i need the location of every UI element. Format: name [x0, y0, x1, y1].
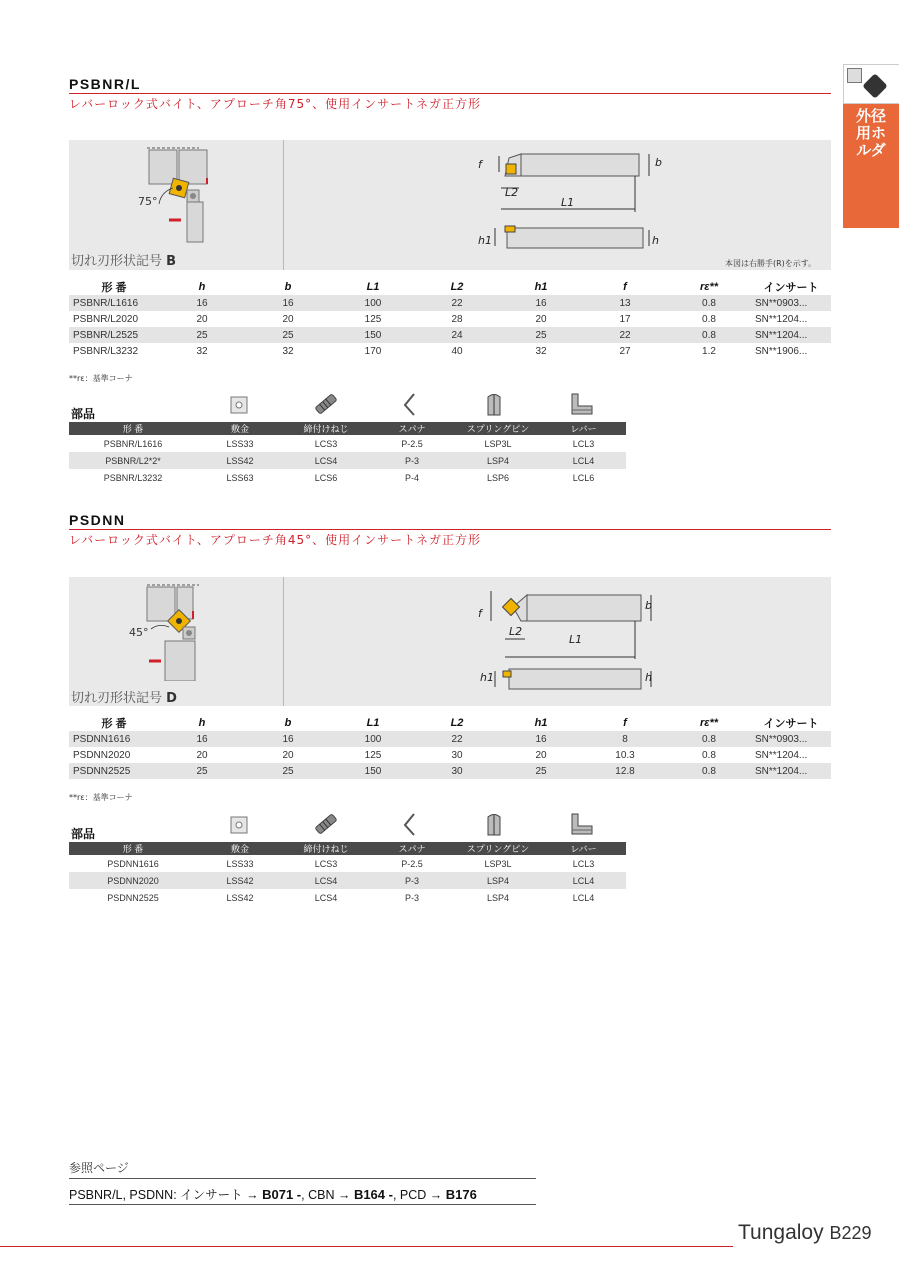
edge-shape-label [71, 687, 177, 706]
spec-cell: PSBNR/L1616 [69, 295, 159, 311]
spec-cell: 30 [451, 749, 463, 761]
col-L1: L1 [366, 281, 380, 293]
parts-row [69, 889, 626, 906]
spec-cell: 25 [159, 763, 245, 779]
spec-cell: SN**0903... [751, 295, 831, 311]
parts-col-screw: 締付けねじ [283, 842, 369, 855]
col-b: b [284, 281, 292, 293]
spec-row [69, 295, 831, 311]
spec-cell: 25 [499, 327, 583, 343]
edge-shape-code: B [166, 254, 177, 269]
spec-cell: 20 [535, 749, 547, 761]
parts-cell: LCS3 [314, 858, 338, 869]
brand-name: Tungaloy [738, 1221, 824, 1244]
parts-col-screw: 締付けねじ [283, 422, 369, 435]
dim-L1-label: L1 [561, 196, 575, 209]
dim-h1-label: h1 [478, 234, 492, 247]
parts-col-model: 形 番 [69, 422, 197, 435]
spec-cell: PSBNR/L2020 [73, 313, 139, 325]
parts-col-model: 形 番 [69, 842, 197, 855]
col-L2: L2 [450, 281, 464, 293]
col-h1: h1 [534, 717, 548, 729]
parts-cell: LSS42 [197, 872, 283, 889]
spec-cell: SN**1204... [751, 327, 831, 343]
dim-f-label: f [478, 607, 482, 620]
parts-cell: LCL3 [572, 858, 595, 869]
holder-thumbnail-icon [843, 64, 899, 104]
spec-cell: 125 [364, 313, 382, 325]
reference-pcd-prefix: , PCD → [392, 1188, 443, 1202]
spec-cell: 20 [282, 313, 294, 325]
spec-row [69, 343, 831, 359]
spec-row [69, 311, 831, 327]
col-f: f [623, 281, 627, 293]
spec-cell: 32 [535, 345, 547, 357]
parts-cell: LSS33 [226, 858, 254, 869]
parts-col-shim: 敷金 [197, 422, 283, 435]
parts-cell: LSS42 [226, 892, 254, 903]
section-1-spec-table [69, 279, 831, 359]
parts-row [69, 855, 626, 872]
spec-cell: 12.8 [583, 763, 667, 779]
parts-cell: P-2.5 [401, 438, 423, 449]
parts-cell: PSDNN2525 [107, 892, 159, 903]
section-1-diagram [69, 140, 831, 270]
reference-title: 参照ページ [69, 1161, 129, 1175]
clamp-screw-icon [313, 392, 339, 416]
approach-angle-label: 75° [138, 195, 158, 208]
col-b: b [284, 717, 292, 729]
section-2-diagram [69, 577, 831, 706]
parts-col-wrench: スパナ [369, 842, 455, 855]
reference-rule-bottom [69, 1204, 536, 1205]
spec-cell: 24 [415, 327, 499, 343]
section-2-parts-table [69, 842, 626, 906]
col-re: rε** [699, 281, 719, 293]
spec-cell: 32 [196, 345, 208, 357]
spec-cell: PSBNR/L3232 [73, 345, 139, 357]
parts-cell: LCS3 [314, 438, 338, 449]
col-insert: インサート [763, 718, 819, 730]
spec-cell: SN**1204... [751, 763, 831, 779]
footer-brand [738, 1221, 872, 1245]
parts-cell: LCS6 [314, 472, 338, 483]
col-L2: L2 [450, 717, 464, 729]
spec-cell: 16 [245, 295, 331, 311]
side-tab-label: 外径用ホルダ [855, 107, 886, 159]
parts-header-row [69, 422, 626, 435]
spec-cell: 22 [415, 295, 499, 311]
parts-cell: PSBNR/L2*2* [69, 452, 197, 469]
col-insert: インサート [763, 282, 819, 294]
col-L1: L1 [366, 717, 380, 729]
parts-cell: LCL4 [572, 892, 595, 903]
spec-cell: 20 [196, 749, 208, 761]
spec-cell: 16 [245, 731, 331, 747]
col-re: rε** [699, 717, 719, 729]
parts-cell: PSBNR/L3232 [103, 472, 163, 483]
parts-cell: P-2.5 [401, 858, 423, 869]
spec-cell: 0.8 [667, 295, 751, 311]
dim-h-label: h [652, 234, 659, 247]
spec-cell: 16 [159, 731, 245, 747]
parts-cell: PSBNR/L1616 [103, 438, 163, 449]
spec-cell: 0.8 [702, 749, 716, 761]
edge-shape-prefix: 切れ刃形状記号 [71, 254, 163, 269]
spec-cell: 27 [619, 345, 631, 357]
spec-row [69, 747, 831, 763]
dim-b-label: b [655, 156, 662, 169]
parts-cell: LSP3L [484, 858, 512, 869]
spec-cell: 20 [196, 313, 208, 325]
reference-insert-prefix: PSBNR/L, PSDNN: インサート → [69, 1188, 259, 1202]
parts-cell: LCL6 [572, 472, 595, 483]
section-2-subtitle: レバーロック式バイト、アプローチ角45°、使用インサートネガ正方形 [69, 533, 481, 547]
spec-cell: 16 [159, 295, 245, 311]
reference-link-b071[interactable]: B071 - [262, 1187, 302, 1202]
section-2-parts-label: 部品 [71, 827, 96, 841]
spec-cell: 0.8 [702, 313, 716, 325]
parts-row [69, 872, 626, 889]
parts-cell: LSS63 [226, 472, 254, 483]
spec-cell: 40 [451, 345, 463, 357]
edge-shape-code: D [166, 691, 177, 706]
dim-L2-label: L2 [505, 186, 519, 199]
dim-L1-label: L1 [569, 633, 583, 646]
spec-cell: 0.8 [667, 327, 751, 343]
wrench-icon [402, 392, 418, 418]
spec-cell: 0.8 [667, 731, 751, 747]
spec-cell: 16 [499, 731, 583, 747]
spec-cell: 25 [159, 327, 245, 343]
dim-h1-label: h1 [480, 671, 494, 684]
col-model: 形 番 [101, 718, 127, 730]
spec-cell: 150 [331, 327, 415, 343]
parts-row [69, 469, 626, 486]
parts-row [69, 435, 626, 452]
spec-cell: SN**1204... [755, 313, 808, 325]
parts-cell: P-3 [404, 892, 419, 903]
approach-angle-label: 45° [129, 626, 149, 639]
spec-cell: 25 [245, 763, 331, 779]
spec-cell: SN**1906... [755, 345, 808, 357]
parts-cell: P-4 [404, 472, 419, 483]
parts-cell: PSDNN2020 [69, 872, 197, 889]
section-1-subtitle: レバーロック式バイト、アプローチ角75°、使用インサートネガ正方形 [69, 97, 481, 111]
parts-cell: P-3 [369, 872, 455, 889]
spec-row [69, 731, 831, 747]
lever-icon [568, 392, 596, 416]
spec-cell: 16 [499, 295, 583, 311]
spec-cell: 20 [535, 313, 547, 325]
spec-cell: 0.8 [667, 763, 751, 779]
reference-link-b164[interactable]: B164 - [353, 1187, 393, 1202]
parts-cell: LCL3 [572, 438, 595, 449]
parts-cell: LSP4 [455, 872, 541, 889]
section-1-title: PSBNR/L [69, 76, 141, 92]
spec-cell: 22 [583, 327, 667, 343]
parts-col-wrench: スパナ [369, 422, 455, 435]
cutting-edge-75-drawing [129, 144, 279, 244]
spec-header-row [69, 715, 831, 731]
spring-pin-icon [484, 391, 504, 417]
parts-cell: LSP6 [486, 472, 510, 483]
reference-line [69, 1185, 477, 1203]
lever-icon [568, 812, 596, 836]
spec-cell: PSDNN2020 [73, 749, 131, 761]
col-model: 形 番 [101, 282, 127, 294]
parts-cell: LSP3L [484, 438, 512, 449]
spec-cell: 13 [583, 295, 667, 311]
spec-cell: 25 [499, 763, 583, 779]
dim-L2-label: L2 [509, 625, 523, 638]
parts-cell: LCS4 [283, 872, 369, 889]
parts-cell: LCL4 [541, 872, 626, 889]
spec-cell: 150 [331, 763, 415, 779]
clamp-screw-icon [313, 812, 339, 836]
reference-cbn-prefix: , CBN → [301, 1188, 351, 1202]
section-1-footnote: **rε：基準コーナ [69, 374, 133, 383]
col-h: h [198, 717, 206, 729]
spring-pin-icon [484, 811, 504, 837]
parts-header-row [69, 842, 626, 855]
spec-cell: PSDNN1616 [69, 731, 159, 747]
parts-cell: P-3 [369, 452, 455, 469]
edge-shape-prefix: 切れ刃形状記号 [71, 691, 163, 706]
parts-col-spring-pin: スプリングピン [455, 842, 541, 855]
parts-col-lever: レバー [541, 842, 626, 855]
section-2-title: PSDNN [69, 512, 126, 528]
spec-cell: 8 [583, 731, 667, 747]
col-h: h [198, 281, 206, 293]
section-2-spec-table [69, 715, 831, 779]
shim-icon [230, 396, 248, 414]
parts-col-shim: 敷金 [197, 842, 283, 855]
spec-cell: SN**1204... [755, 749, 808, 761]
right-hand-note: 本図は右勝手(R)を示す。 [725, 259, 817, 268]
spec-cell: SN**0903... [751, 731, 831, 747]
wrench-icon [402, 812, 418, 838]
dim-h-label: h [645, 671, 652, 684]
spec-cell: 20 [282, 749, 294, 761]
spec-cell: 100 [331, 295, 415, 311]
dim-f-label: f [478, 158, 482, 171]
cutting-edge-45-drawing [129, 581, 279, 681]
parts-cell: LCL4 [541, 452, 626, 469]
parts-col-spring-pin: スプリングピン [455, 422, 541, 435]
parts-col-lever: レバー [541, 422, 626, 435]
spec-cell: 30 [415, 763, 499, 779]
col-f: f [623, 717, 627, 729]
spec-cell: 10.3 [615, 749, 635, 761]
parts-cell: PSDNN1616 [107, 858, 159, 869]
spec-row [69, 763, 831, 779]
spec-cell: PSDNN2525 [69, 763, 159, 779]
section-2-footnote: **rε：基準コーナ [69, 793, 133, 802]
parts-cell: LSS33 [226, 438, 254, 449]
parts-cell: LSP4 [455, 452, 541, 469]
footer-rule [0, 1246, 733, 1247]
spec-row [69, 327, 831, 343]
spec-cell: 17 [619, 313, 631, 325]
side-category-tab[interactable] [843, 64, 899, 228]
section-1-parts-label: 部品 [71, 407, 96, 421]
parts-cell: LCS4 [283, 452, 369, 469]
spec-cell: 170 [364, 345, 382, 357]
parts-row [69, 452, 626, 469]
spec-cell: 28 [451, 313, 463, 325]
spec-cell: 32 [282, 345, 294, 357]
spec-cell: 100 [331, 731, 415, 747]
shim-icon [230, 816, 248, 834]
spec-cell: 25 [245, 327, 331, 343]
edge-shape-label [71, 250, 176, 269]
section-1-parts-table [69, 422, 626, 486]
reference-link-b176[interactable]: B176 [445, 1187, 477, 1202]
parts-cell: LSS42 [197, 452, 283, 469]
spec-cell: 125 [364, 749, 382, 761]
dim-b-label: b [645, 599, 652, 612]
spec-cell: PSBNR/L2525 [69, 327, 159, 343]
reference-rule-top [69, 1178, 536, 1179]
parts-cell: LCS4 [314, 892, 338, 903]
section-2-rule [69, 529, 831, 530]
page-number: B229 [829, 1223, 872, 1243]
section-1-rule [69, 93, 831, 94]
spec-cell: 1.2 [702, 345, 716, 357]
parts-cell: LSP4 [486, 892, 510, 903]
spec-cell: 22 [415, 731, 499, 747]
spec-header-row [69, 279, 831, 295]
col-h1: h1 [534, 281, 548, 293]
